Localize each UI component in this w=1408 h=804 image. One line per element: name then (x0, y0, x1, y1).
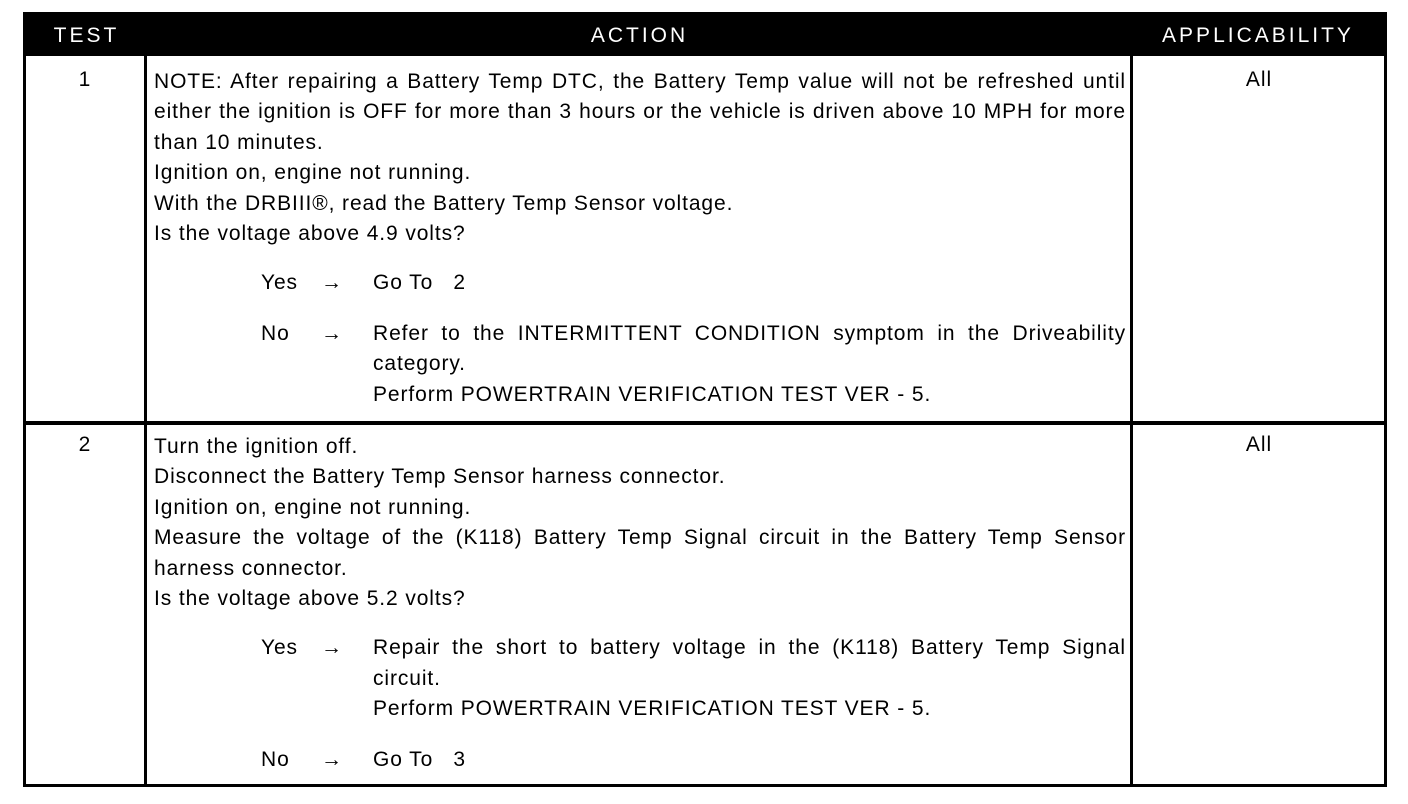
arrow-right-icon: → (321, 747, 343, 771)
action-step: Measure the voltage of the (K118) Battery Temp Signal circuit in the Battery Temp Sensor harness connector. (154, 526, 1126, 580)
header-action: ACTION (590, 24, 689, 47)
outcome-line: Refer to the INTERMITTENT CONDITION symptom in the Driveability category. (373, 321, 1126, 376)
table-row (26, 421, 1384, 784)
test-number: 1 (78, 68, 92, 91)
outcome-label: No (261, 747, 290, 771)
action-step: Turn the ignition off. (154, 435, 359, 458)
table-row (26, 56, 1384, 421)
header-applicability: APPLICABILITY (1162, 24, 1354, 47)
outcome-line: Go To 3 (373, 747, 466, 771)
outcome-yes (261, 633, 1126, 724)
arrow-right-icon: → (321, 271, 343, 295)
action-step: Is the voltage above 5.2 volts? (154, 587, 466, 611)
table-header (26, 15, 1384, 56)
outcome-line: Perform POWERTRAIN VERIFICATION TEST VER - 5. (373, 697, 932, 721)
outcome-line: Perform POWERTRAIN VERIFICATION TEST VER - 5. (373, 382, 932, 406)
outcome-line: Repair the short to battery voltage in the (K118) Battery Temp Signal circuit. (373, 636, 1126, 690)
diagnostic-test-table (23, 12, 1387, 787)
outcome-label: No (261, 321, 290, 345)
test-number: 2 (78, 433, 92, 456)
applicability-value: All (1245, 433, 1273, 456)
outcome-label: Yes (261, 271, 298, 295)
action-step: Disconnect the Battery Temp Sensor harness connector. (154, 465, 726, 489)
action-cell (154, 67, 1126, 410)
arrow-right-icon: → (321, 321, 343, 345)
action-step: Ignition on, engine not running. (154, 495, 472, 519)
arrow-right-icon: → (321, 636, 343, 660)
action-step: With the DRBIII®, read the Battery Temp Sensor voltage. (154, 191, 734, 215)
action-cell (154, 432, 1126, 775)
header-test: TEST (53, 24, 120, 47)
action-step: Ignition on, engine not running. (154, 161, 472, 185)
outcome-text (373, 319, 1126, 410)
outcome-yes (261, 268, 1126, 298)
action-step: Is the voltage above 4.9 volts? (154, 222, 466, 246)
outcome-text (373, 633, 1126, 724)
action-step: NOTE: After repairing a Battery Temp DTC, the Battery Temp value will not be refreshed until either the ignition is OFF for more than 3 hours or the vehicle is driven above 10 MPH for more than 10 minutes. (154, 70, 1126, 154)
outcome-text (373, 745, 1126, 775)
outcome-label: Yes (261, 636, 298, 660)
outcome-no (261, 319, 1126, 410)
outcome-text (373, 268, 1126, 298)
outcome-no (261, 745, 1126, 775)
applicability-value: All (1245, 68, 1273, 91)
outcome-line: Go To 2 (373, 271, 466, 295)
